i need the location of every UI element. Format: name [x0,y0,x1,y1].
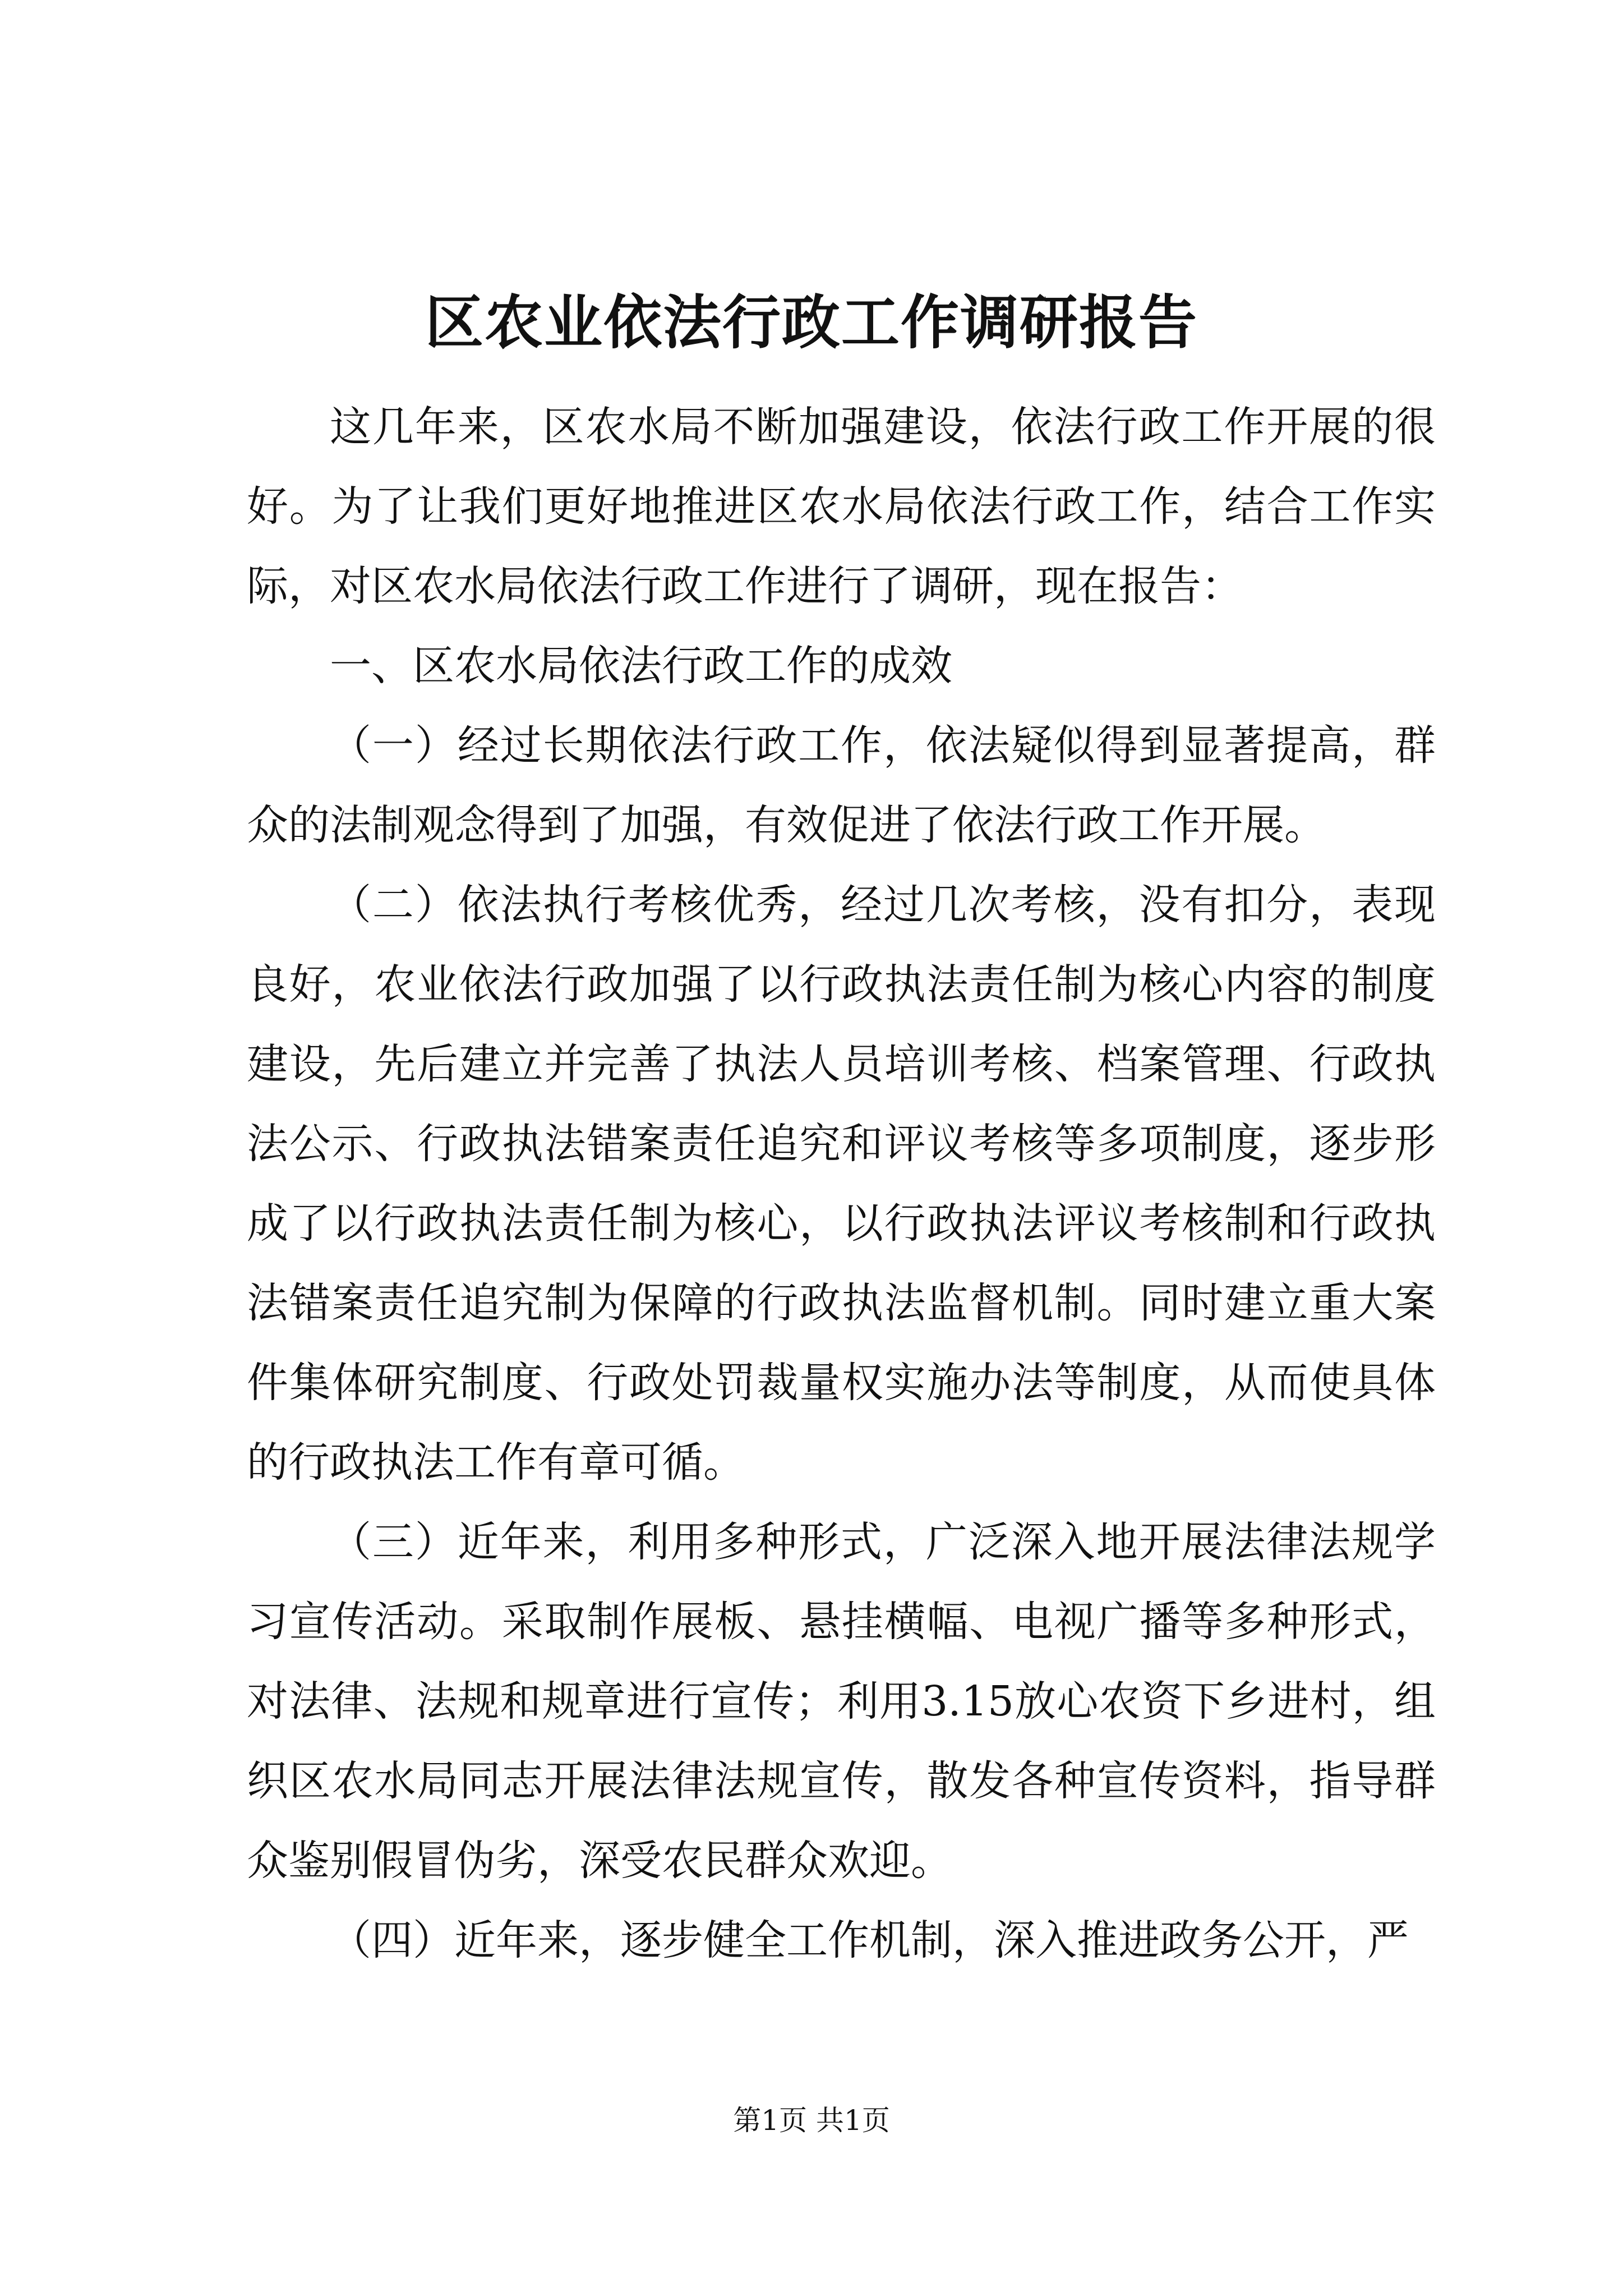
page-footer: 第1页 共1页 [733,2104,890,2137]
document-title: 区农业依法行政工作调研报告 [425,288,1198,357]
section-heading-1: 一、区农水局依法行政工作的成效 [330,642,952,690]
paragraph-item-3: （三）近年来，利用多种形式，广泛深入地开展法律法规学习宣传活动。采取制作展板、悬挂横幅、电视广播等多种形式，对法律、法规和规章进行宣传；利用3.15放心农资下乡进村，组织区农水局同志开展法律法规宣传，散发各种宣传资料，指导群众鉴别假冒伪劣，深受农民群众欢迎。 [247,1518,1436,1885]
paragraph-item-4: （四）近年来，逐步健全工作机制，深入推进政务公开，严 [330,1916,1409,1964]
paragraph-intro: 这几年来，区农水局不断加强建设，依法行政工作开展的很好。为了让我们更好地推进区农水局依法行政工作，结合工作实际，对区农水局依法行政工作进行了调研，现在报告： [247,403,1436,610]
document-body [247,387,1436,1980]
paragraph-item-2: （二）依法执行考核优秀，经过几次考核，没有扣分，表现良好，农业依法行政加强了以行政执法责任制为核心内容的制度建设，先后建立并完善了执法人员培训考核、档案管理、行政执法公示、行政执法错案责任追究和评议考核等多项制度，逐步形成了以行政执法责任制为核心，以行政执法评议考核制和行政执法错案责任追究制为保障的行政执法监督机制。同时建立重大案件集体研究制度、行政处罚裁量权实施办法等制度，从而使具体的行政执法工作有章可循。 [247,881,1436,1487]
paragraph-item-1: （一）经过长期依法行政工作，依法疑似得到显著提高，群众的法制观念得到了加强，有效促进了依法行政工作开展。 [247,721,1436,849]
